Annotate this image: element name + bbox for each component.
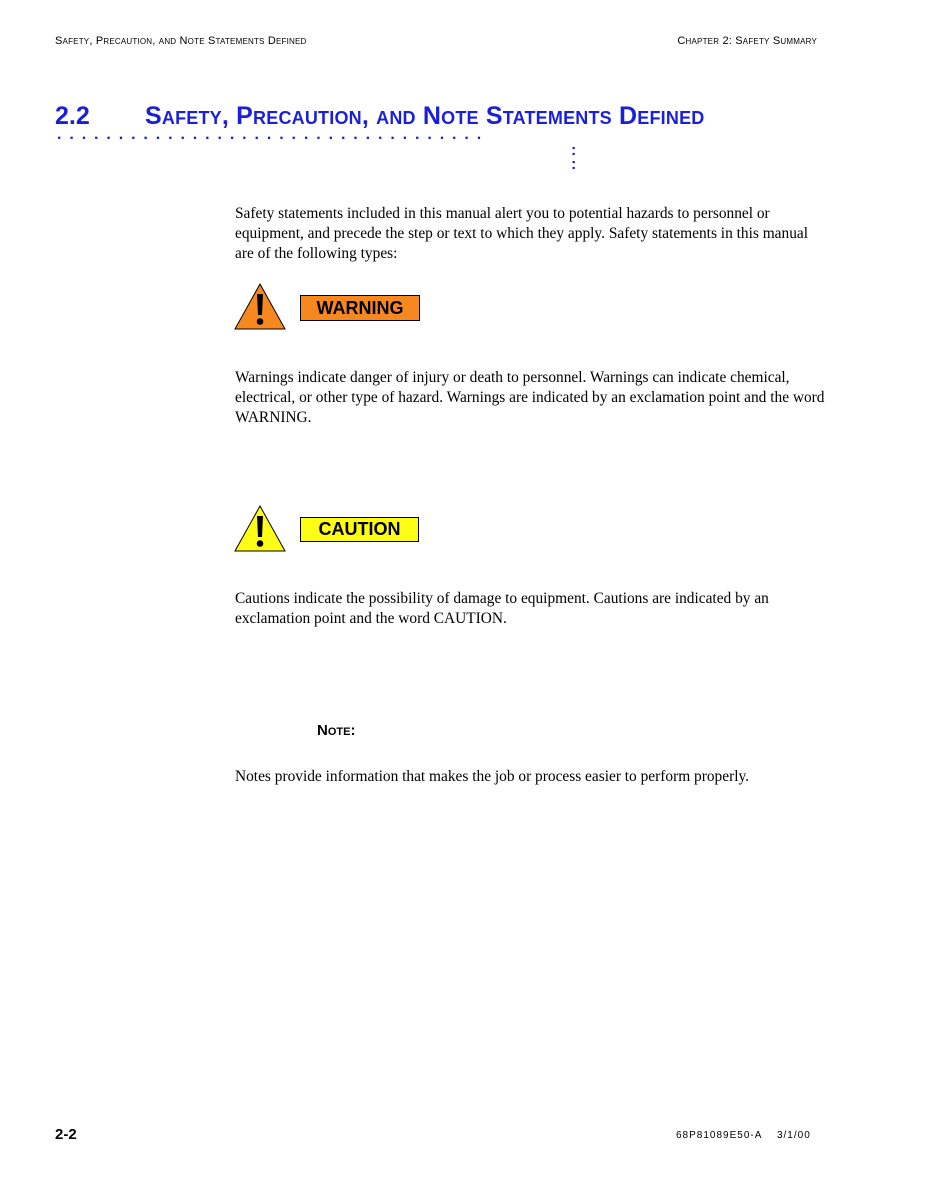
running-header-right: Chapter 2: Safety Summary: [677, 35, 817, 47]
intro-paragraph: Safety statements included in this manual alert you to potential hazards to personnel or equipment, and precede the step or text to which they apply. Safety statements in this manual are of the following types:: [235, 205, 808, 262]
note-description: Notes provide information that makes the job or process easier to perform properly.: [235, 768, 750, 785]
section-number: 2.2: [55, 102, 90, 130]
document-id: 68P81089E50-A 3/1/00: [676, 1130, 811, 1141]
caution-description: Cautions indicate the possibility of damage to equipment. Cautions are indicated by an exclamation point and the word CAUTION.: [235, 590, 769, 627]
caution-triangle-icon: [234, 505, 286, 557]
warning-description: Warnings indicate danger of injury or death to personnel. Warnings can indicate chemical, electrical, or other type of hazard. Warnings are indicated by an exclamation point and the word WARNING.: [235, 369, 825, 426]
caution-label: CAUTION: [300, 517, 419, 542]
page-number: 2-2: [55, 1126, 77, 1143]
note-label: Note:: [317, 722, 356, 739]
dotted-rule: ...................................: [57, 126, 490, 143]
section-title: Safety, Precaution, and Note Statements Defined: [145, 102, 705, 130]
dotted-rule-end: : :: [571, 142, 577, 173]
warning-label: WARNING: [300, 295, 420, 321]
running-header-left: Safety, Precaution, and Note Statements Defined: [55, 35, 307, 47]
warning-triangle-icon: [234, 283, 286, 335]
